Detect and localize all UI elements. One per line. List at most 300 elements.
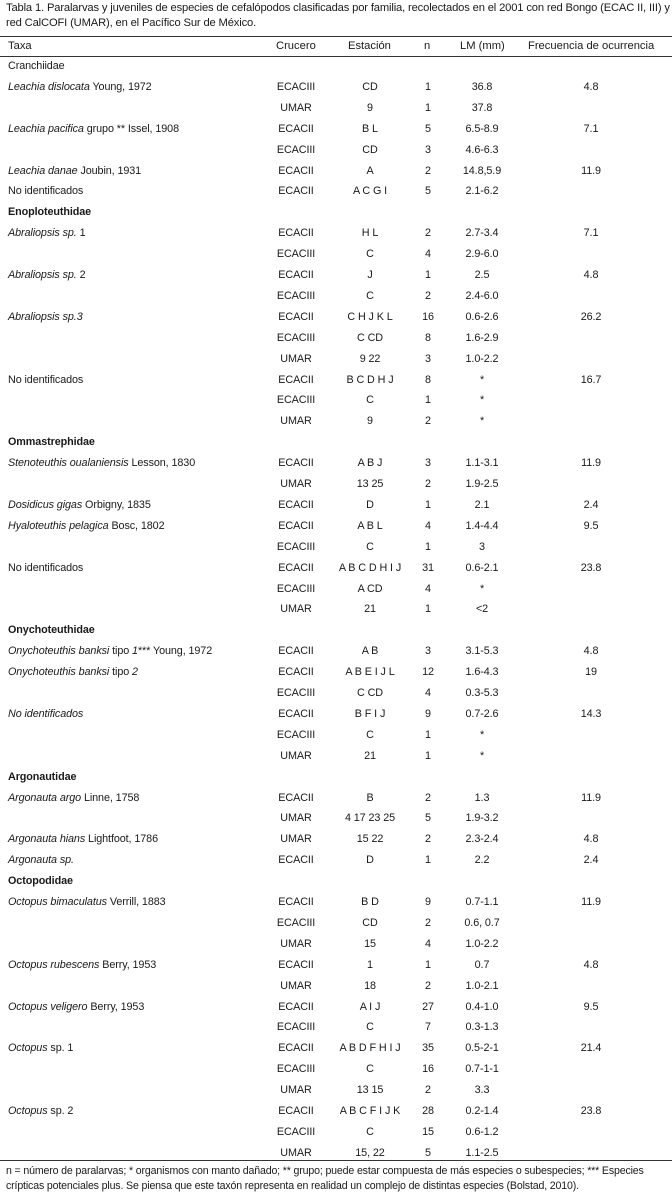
cell-crucero: ECACIII (276, 289, 316, 302)
taxon-author-2: *** Young, 1972 (137, 645, 213, 658)
taxon-name (8, 77, 152, 98)
cell-lm: 3 (479, 540, 485, 553)
cell-lm: 6.5-8.9 (465, 122, 499, 135)
cell-estacion: CD (362, 916, 378, 929)
cell-lm: 2.7-3.4 (465, 227, 499, 240)
cell-crucero: UMAR (280, 603, 312, 616)
taxon-name (8, 307, 83, 328)
cell-lm: 1.1-3.1 (465, 457, 499, 470)
cell-frecuencia: 7.1 (583, 122, 599, 135)
cell-crucero: ECACII (278, 896, 314, 908)
cell-n: 2 (425, 791, 431, 804)
cell-crucero: ECACII (278, 707, 314, 720)
cell-frecuencia: 4.8 (583, 833, 599, 846)
cell-crucero: ECACII (278, 310, 314, 323)
header-n: n (424, 40, 431, 52)
cell-lm: 0.3-5.3 (465, 687, 499, 699)
family-row (0, 871, 672, 892)
cell-frecuencia: 21.4 (580, 1042, 602, 1055)
table-caption: Tabla 1. Paralarvas y juveniles de especies de cefalópodos clasificadas por familia, recolectados en el 2001 con red Bongo (ECAC II, III) y red CalCOFI (UMAR), en el Pacífico Sur de México. (6, 2, 670, 29)
cell-crucero: ECACIII (276, 1063, 316, 1076)
cell-crucero: ECACII (278, 854, 314, 867)
table-row (0, 579, 672, 600)
cell-lm: * (479, 394, 485, 407)
taxon-name (8, 558, 83, 579)
cell-n: 27 (422, 1000, 434, 1013)
cell-crucero: ECACII (278, 457, 314, 470)
cell-n: 2 (425, 478, 431, 490)
family-name: Enoploteuthidae (8, 206, 92, 219)
cell-n: 7 (425, 1021, 431, 1034)
taxon-italic: Leachia pacifica (8, 122, 84, 135)
cell-estacion: A B E I J L (345, 666, 395, 679)
cell-crucero: UMAR (280, 937, 312, 950)
cell-estacion: D (366, 498, 374, 511)
cell-estacion: 15, 22 (355, 1146, 385, 1159)
cell-lm: 2.9-6.0 (465, 248, 499, 261)
cell-n: 2 (425, 1084, 431, 1097)
family-row (0, 202, 672, 223)
cell-n: 16 (422, 1063, 434, 1076)
cell-lm: 0.6-2.1 (465, 561, 499, 574)
cell-crucero: UMAR (280, 415, 312, 428)
cell-crucero: UMAR (280, 478, 312, 490)
cell-n: 1 (425, 101, 431, 114)
cell-estacion: D (366, 854, 374, 867)
table-row (0, 349, 672, 370)
cell-estacion: B (366, 791, 374, 804)
taxon-italic-2: 2 (132, 666, 138, 679)
cell-lm: * (479, 582, 485, 595)
cell-estacion: A I J (359, 1000, 381, 1013)
cell-n: 1 (425, 80, 431, 93)
cell-n: 2 (425, 289, 431, 302)
taxon-author: sp. 2 (47, 1105, 74, 1117)
cell-n: 4 (425, 582, 431, 595)
cell-estacion: C (366, 540, 374, 553)
cell-frecuencia: 19 (585, 666, 597, 679)
table-row (0, 808, 672, 829)
taxon-name (8, 516, 164, 537)
cell-estacion: C (366, 248, 374, 261)
taxon-italic: Abraliopsis sp. (8, 269, 77, 281)
cell-crucero: ECACIII (276, 394, 316, 407)
cell-crucero: ECACIII (276, 80, 316, 93)
table-row (0, 892, 672, 913)
cell-n: 4 (425, 519, 431, 532)
cell-n: 5 (425, 1146, 431, 1159)
table-row (0, 1101, 672, 1122)
taxon-italic: Leachia dislocata (8, 80, 90, 93)
taxon-author: grupo ** Issel, 1908 (83, 122, 179, 135)
cell-n: 1 (425, 603, 431, 616)
cell-n: 5 (425, 122, 431, 135)
cell-frecuencia: 4.8 (583, 80, 599, 93)
taxon-name (8, 119, 179, 140)
cell-lm: 1.9-3.2 (465, 812, 499, 825)
cell-n: 4 (425, 248, 431, 261)
cell-crucero: ECACII (278, 958, 314, 971)
cell-estacion: A B C D H I J (338, 561, 402, 574)
cell-lm: 1.6-2.9 (465, 331, 499, 344)
taxon-plain: No identificados (8, 185, 84, 198)
taxon-name (8, 850, 74, 871)
cell-n: 15 (422, 1125, 434, 1138)
cell-crucero: ECACII (278, 373, 314, 386)
cell-estacion: C (366, 394, 374, 407)
cell-frecuencia: 11.9 (581, 791, 601, 804)
table-row (0, 704, 672, 725)
taxon-author: Orbigny, 1835 (82, 498, 151, 511)
cell-estacion: 18 (364, 979, 376, 992)
taxon-name (8, 453, 195, 474)
cell-estacion: J (367, 269, 373, 281)
cell-lm: 0.3-1.3 (465, 1021, 499, 1034)
cell-frecuencia: 11.9 (581, 457, 601, 470)
family-name: Onychoteuthidae (8, 624, 95, 637)
cell-estacion: B C D H J (346, 373, 394, 386)
cell-crucero: ECACIII (276, 582, 316, 595)
cell-estacion: A B (361, 645, 379, 658)
cell-lm: 14.8,5.9 (462, 164, 502, 177)
taxon-name (8, 704, 83, 725)
cell-crucero: UMAR (280, 1146, 312, 1159)
table-row (0, 370, 672, 391)
cell-lm: * (479, 728, 485, 741)
table-row (0, 119, 672, 140)
taxon-author: Linne, 1758 (81, 791, 140, 804)
cell-n: 2 (425, 164, 431, 177)
cell-estacion: 13 25 (356, 478, 384, 490)
cell-estacion: 21 (364, 603, 376, 616)
taxon-name (8, 955, 156, 976)
cell-n: 1 (425, 728, 431, 741)
cell-lm: 2.2 (474, 854, 490, 867)
cell-estacion: A (366, 164, 374, 177)
cell-estacion: A CD (357, 582, 383, 595)
cell-estacion: CD (362, 143, 378, 156)
taxon-author: Berry, 1953 (87, 1000, 145, 1013)
cell-crucero: ECACIII (276, 248, 316, 261)
cell-estacion: A B D F H I J (339, 1042, 401, 1055)
cell-estacion: 9 (367, 415, 373, 428)
table-row (0, 1059, 672, 1080)
cell-estacion: 1 (367, 958, 373, 971)
taxon-name (8, 223, 86, 244)
cell-n: 5 (425, 185, 431, 198)
cell-estacion: A B J (357, 457, 383, 470)
cell-n: 3 (425, 143, 431, 156)
cell-n: 2 (425, 415, 431, 428)
cell-frecuencia: 2.4 (583, 498, 599, 511)
cell-lm: 0.7-2.6 (465, 707, 499, 720)
cell-lm: 1.0-2.2 (465, 352, 499, 365)
table-row (0, 725, 672, 746)
taxon-author: Bosc, 1802 (108, 519, 165, 532)
cell-lm: 0.6-1.2 (465, 1125, 499, 1138)
taxon-italic: Octopus veligero (8, 1000, 88, 1013)
table-row (0, 850, 672, 871)
cell-crucero: ECACII (278, 185, 314, 198)
cell-lm: 1.4-4.4 (465, 519, 499, 532)
cell-lm: 1.0-2.1 (465, 979, 499, 992)
cell-crucero: UMAR (280, 812, 312, 825)
taxon-italic: Octopus bimaculatus (8, 896, 107, 908)
cell-n: 3 (425, 457, 431, 470)
table-row (0, 495, 672, 516)
taxon-italic: Octopus (8, 1042, 48, 1055)
taxon-italic: Stenoteuthis oualaniensis (8, 457, 129, 470)
taxon-italic: Leachia danae (8, 164, 78, 177)
taxon-italic: Abraliopsis sp. (8, 227, 77, 240)
cell-crucero: ECACII (278, 561, 314, 574)
cell-n: 1 (425, 958, 431, 971)
cell-lm: 0.4-1.0 (465, 1000, 499, 1013)
table-row (0, 516, 672, 537)
taxon-italic: Hyaloteuthis pelagica (8, 519, 109, 532)
family-name: Octopodidae (8, 875, 73, 888)
taxon-italic: No identificados (8, 707, 84, 720)
cell-crucero: ECACII (278, 1105, 314, 1117)
cell-estacion: C (366, 1125, 374, 1138)
cell-crucero: ECACIII (276, 331, 316, 344)
cell-lm: 1.1-2.5 (465, 1146, 499, 1159)
taxon-italic-2: 1 (132, 645, 138, 658)
taxon-name (8, 1101, 73, 1122)
cell-lm: 2.1 (474, 498, 490, 511)
cell-n: 1 (425, 394, 431, 407)
cell-n: 1 (425, 269, 431, 281)
cell-lm: 1.6-4.3 (465, 666, 499, 679)
table-row (0, 286, 672, 307)
cell-crucero: ECACII (278, 269, 314, 281)
cell-n: 9 (425, 707, 431, 720)
taxon-name (8, 662, 138, 683)
table-row (0, 976, 672, 997)
cell-crucero: ECACII (278, 791, 314, 804)
cell-estacion: B D (361, 896, 379, 908)
cell-n: 2 (425, 979, 431, 992)
cell-n: 28 (422, 1105, 434, 1117)
cell-estacion: A B L (357, 519, 383, 532)
table-row (0, 934, 672, 955)
cell-frecuencia: 9.5 (583, 519, 599, 532)
taxon-name (8, 829, 158, 850)
cell-n: 1 (425, 498, 431, 511)
taxon-author: Lesson, 1830 (128, 457, 196, 470)
table-row (0, 788, 672, 809)
cell-estacion: 13 15 (356, 1084, 384, 1097)
cell-estacion: C CD (357, 687, 383, 699)
taxon-name (8, 1038, 73, 1059)
cell-lm: 4.6-6.3 (465, 143, 499, 156)
taxon-author: Verrill, 1883 (106, 896, 166, 908)
cell-crucero: ECACII (278, 1000, 314, 1013)
cell-crucero: ECACII (278, 645, 314, 658)
taxon-italic: Dosidicus gigas (8, 498, 83, 511)
table-row (0, 558, 672, 579)
cell-crucero: ECACII (278, 227, 314, 240)
cell-estacion: B F I J (354, 707, 386, 720)
cell-estacion: H L (361, 227, 379, 240)
cell-estacion: A B C F I J K (339, 1105, 401, 1117)
family-row (0, 56, 672, 77)
cell-frecuencia: 4.8 (583, 269, 599, 281)
cell-frecuencia: 26.2 (580, 310, 602, 323)
table-footnote: n = número de paralarvas; * organismos con manto dañado; ** grupo; puede estar compuesta de más especies o subespecies; *** Especies crípticas potenciales plus. Se piensa que este taxón representa en realidad un complejo de distintas especies (Bolstad, 2010). (6, 1165, 644, 1192)
cell-estacion: B L (362, 122, 378, 135)
header-taxa: Taxa (8, 40, 32, 52)
cell-crucero: ECACIII (276, 916, 316, 929)
cell-crucero: UMAR (280, 979, 312, 992)
cell-crucero: UMAR (280, 352, 312, 365)
cell-lm: 1.3 (474, 791, 490, 804)
header-frecuencia: Frecuencia de ocurrencia (528, 40, 655, 52)
table-row (0, 662, 672, 683)
cell-estacion: 15 22 (356, 833, 384, 846)
cell-lm: 0.6, 0.7 (464, 916, 500, 929)
cell-n: 1 (425, 854, 431, 867)
taxon-author: Berry, 1953 (99, 958, 157, 971)
header-lm: LM (mm) (460, 40, 505, 52)
cell-lm: 2.1-6.2 (465, 185, 499, 198)
family-name: Cranchiidae (8, 60, 65, 72)
cell-lm: <2 (475, 603, 489, 616)
cell-crucero: ECACIII (276, 1021, 316, 1034)
cell-estacion: C (366, 728, 374, 741)
table-row (0, 98, 672, 119)
table-row (0, 683, 672, 704)
table-row (0, 829, 672, 850)
cell-estacion: 9 (367, 101, 373, 114)
cell-frecuencia: 23.8 (580, 561, 602, 574)
table-row (0, 641, 672, 662)
taxon-italic: Onychoteuthis banksi (8, 645, 110, 658)
taxon-italic: Argonauta sp. (8, 854, 74, 867)
cell-estacion: A C G I (352, 185, 388, 198)
cell-crucero: ECACII (278, 666, 314, 679)
cell-lm: 0.2-1.4 (465, 1105, 499, 1117)
taxon-plain: No identificados (8, 561, 84, 574)
table-row (0, 1122, 672, 1143)
cell-lm: 2.3-2.4 (465, 833, 499, 846)
cell-n: 1 (425, 540, 431, 553)
table-row (0, 746, 672, 767)
table-row (0, 913, 672, 934)
table-row (0, 328, 672, 349)
cell-crucero: UMAR (280, 1084, 312, 1097)
taxon-author: sp. 1 (47, 1042, 74, 1055)
cell-crucero: UMAR (280, 833, 312, 846)
cell-frecuencia: 9.5 (583, 1000, 599, 1013)
table-row (0, 390, 672, 411)
family-name: Argonautidae (8, 770, 77, 783)
family-name: Ommastrephidae (8, 436, 95, 449)
cell-frecuencia: 23.8 (580, 1105, 602, 1117)
cell-estacion: CD (362, 80, 378, 93)
cell-lm: * (479, 373, 485, 386)
cell-frecuencia: 16.7 (580, 373, 602, 386)
cell-lm: 0.6-2.6 (465, 310, 499, 323)
table-row (0, 307, 672, 328)
cell-frecuencia: 11.9 (581, 164, 601, 177)
cell-lm: 36.8 (471, 80, 493, 93)
cell-lm: 0.7-1.1 (465, 896, 499, 908)
cell-lm: * (479, 415, 485, 428)
cell-estacion: C (366, 289, 374, 302)
taxon-name (8, 265, 86, 286)
cell-n: 1 (425, 749, 431, 762)
cell-n: 12 (422, 666, 434, 679)
cell-crucero: ECACIII (276, 143, 316, 156)
table-row (0, 474, 672, 495)
family-row (0, 620, 672, 641)
table-row (0, 265, 672, 286)
cell-n: 35 (422, 1042, 434, 1055)
family-row (0, 432, 672, 453)
cell-estacion: 4 17 23 25 (344, 812, 396, 825)
taxon-italic: Abraliopsis sp.3 (8, 310, 83, 323)
cell-n: 4 (425, 937, 431, 950)
cell-lm: 37.8 (471, 101, 493, 114)
table-row (0, 140, 672, 161)
taxon-name (8, 161, 141, 182)
table-row (0, 161, 672, 182)
taxon-plain: No identificados (8, 373, 84, 386)
cell-n: 2 (425, 227, 431, 240)
taxon-author: Young, 1972 (89, 80, 152, 93)
taxon-author: Joubin, 1931 (77, 164, 142, 177)
cell-estacion: C CD (357, 331, 383, 344)
table-row (0, 77, 672, 98)
cell-lm: 2.4-6.0 (465, 289, 499, 302)
header-crucero: Crucero (276, 40, 316, 52)
cell-crucero: ECACIII (276, 540, 316, 553)
cell-lm: 3.1-5.3 (465, 645, 499, 658)
cell-crucero: ECACII (278, 498, 314, 511)
table-row (0, 955, 672, 976)
cell-crucero: ECACII (278, 164, 314, 177)
cell-lm: 0.5-2-1 (465, 1042, 499, 1055)
taxon-author: tipo (109, 666, 133, 679)
table-row (0, 223, 672, 244)
family-row (0, 767, 672, 788)
taxon-italic: Argonauta argo (8, 791, 82, 804)
taxon-name (8, 495, 151, 516)
cell-frecuencia: 4.8 (583, 645, 599, 658)
cell-estacion: C (366, 1021, 374, 1034)
cell-n: 4 (425, 687, 431, 699)
table-row (0, 453, 672, 474)
cell-crucero: ECACII (278, 519, 314, 532)
taxon-name (8, 641, 212, 662)
taxon-author: tipo (109, 645, 133, 658)
table-row (0, 599, 672, 620)
cell-lm: 0.7 (474, 958, 490, 971)
cell-crucero: ECACIII (276, 1125, 316, 1138)
cell-n: 5 (425, 812, 431, 825)
cell-frecuencia: 14.3 (580, 707, 602, 720)
table-row (0, 1080, 672, 1101)
cell-crucero: ECACIII (276, 728, 316, 741)
cell-frecuencia: 7.1 (583, 227, 599, 240)
cell-n: 8 (425, 331, 431, 344)
table-row (0, 244, 672, 265)
cell-n: 3 (425, 352, 431, 365)
table-row (0, 1038, 672, 1059)
taxon-name (8, 788, 139, 809)
cell-frecuencia: 11.9 (581, 896, 601, 908)
